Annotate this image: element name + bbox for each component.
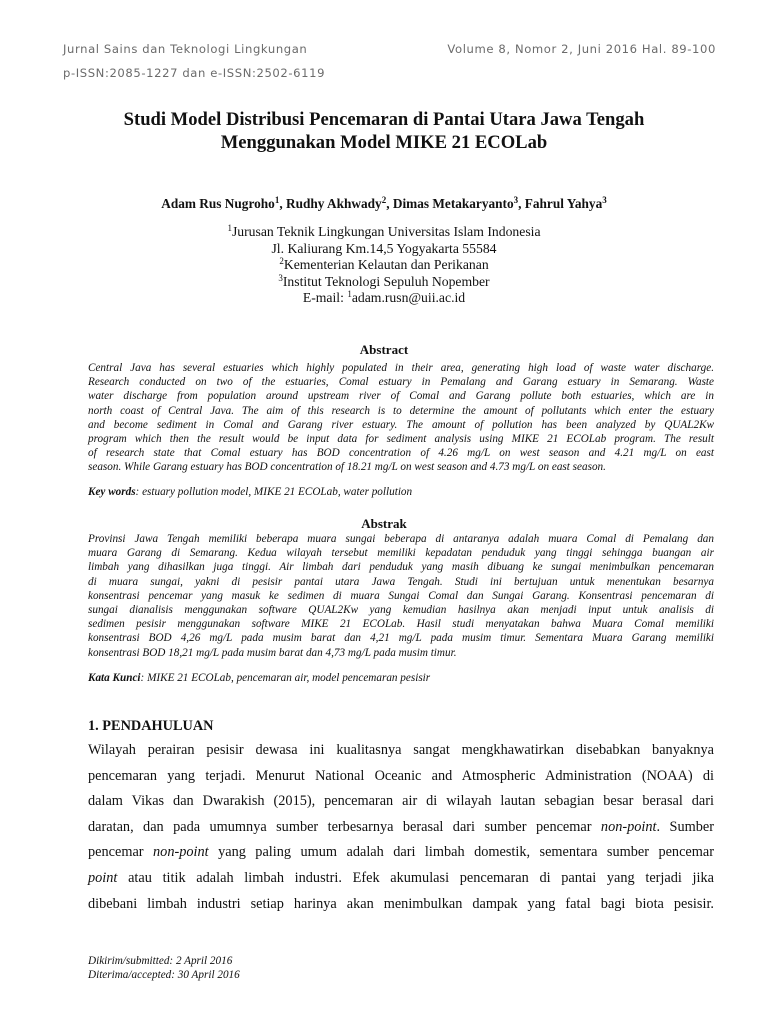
abstrak-text [88,532,714,660]
affiliation-3 [40,274,728,291]
abstract-text [88,361,714,475]
volume-info: Volume 8, Nomor 2, Juni 2016 Hal. 89-100 [447,42,716,56]
body-line: dalam Vikas dan Dwarakish (2015), pencemaran air di wilayah lautan sebagian besar berasal dari [88,793,714,810]
author-separator: , [279,196,286,211]
corresponding-email [40,290,728,307]
keywords-value: : estuary pollution model, MIKE 21 ECOLab, water pollution [135,486,413,498]
submission-dates [88,955,240,982]
email-address: adam.rusn@uii.ac.id [351,290,466,305]
body-line: Wilayah perairan pesisir dewasa ini kualitasnya sangat mengkhawatirkan disebabkan banyaknya [88,742,714,758]
abstrak-heading: Abstrak [361,516,407,531]
body-line [88,866,714,892]
kata-kunci-label: Kata Kunci [88,672,141,684]
abstract-line: north coast of Central Java. The aim of this research is to determine the amount of pollutants which enter the estuary [88,404,714,417]
abstract-line: Central Java has several estuaries which highly populated in their area, generating high load of waste water discharge. [88,362,714,374]
author-name: Fahrul Yahya [524,196,603,211]
body-line [88,840,714,866]
body-line: pencemaran yang terjadi. Menurut National Oceanic and Atmospheric Administration (NOAA) di [88,767,714,784]
affiliation-sup: 3 [278,272,283,283]
keywords-label: Key words [88,486,136,498]
affiliation-sup: 2 [279,256,284,266]
abstract-line: program which then the result would be input data for sediment analysis using MIKE 21 ECOLab program. The result [88,433,714,446]
affiliation-1 [40,224,728,241]
abstrak-line: konsentrasi BOD 4,26 mg/L pada musim barat dan 4,21 mg/L pada musim timur. Sementara Muara Garang memiliki [88,632,714,645]
abstrak-line: konsentrasi pencemar yang masuk ke sedimen di muara Sungai Comal dan Sungai Garang. Konsentrasi pencemaran di [88,589,714,602]
author-name: Adam Rus Nugroho [161,196,275,211]
section-heading: 1. PENDAHULUAN [88,718,214,734]
abstract-line: and become sediment in Comal and Garang river estuary. The amount of pollution has been analyzed by QUAL2Kw [88,418,714,431]
body-italic-term: non-point [153,844,209,861]
body-text: . Sumber [656,818,714,835]
journal-name: Jurnal Sains dan Teknologi Lingkungan [63,42,308,56]
email-sup: 1 [347,289,352,299]
abstrak-line: Provinsi Jawa Tengah memiliki beberapa muara sungai beberapa di antaranya adalah muara Comal di Pemalang dan [88,533,714,545]
author-affiliation-sup: 1 [274,195,280,205]
abstract-line: Research conducted on two of the estuaries, Comal estuary in Pemalang and Garang estuary in Semarang. Waste [88,376,714,389]
abstract-heading: Abstract [359,342,409,357]
submitted-date: Dikirim/submitted: 2 April 2016 [88,955,233,967]
kata-kunci-value: : MIKE 21 ECOLab, pencemaran air, model pencemaran pesisir [140,672,431,684]
body-line: dibebani limbah industri setiap harinya akan menimbulkan dampak yang fatal bagi biota pesisir. [88,895,714,912]
abstract-line: of research state that Comal estuary has BOD concentration of 4.26 mg/L on west season and 4.21 mg/L on east [88,447,714,460]
kata-kunci [88,672,728,684]
accepted-date: Diterima/accepted: 30 April 2016 [88,968,240,981]
body-italic-term: non-point [600,818,657,835]
body-text: daratan, dan pada umumnya sumber terbesarnya berasal dari sumber pencemar [88,818,601,835]
abstract-line: season. While Garang estuary has BOD concentration of 18.21 mg/L on west season and 4.73 mg/L on east season. [88,461,606,474]
affiliation-1-address: Jl. Kaliurang Km.14,5 Yogyakarta 55584 [271,240,497,256]
author-affiliation-sup: 3 [513,195,519,205]
abstrak-line: konsentrasi BOD 18,21 mg/L pada musim barat dan 4,73 mg/L pada musim timur. [88,646,457,659]
body-text: atau titik adalah limbah industri. Efek akumulasi pencemaran di pantai yang terjadi jika [117,869,714,886]
affiliation-text: Kementerian Kelautan dan Perikanan [283,257,489,272]
title-line-1: Studi Model Distribusi Pencemaran di Pantai Utara Jawa Tengah [123,109,645,130]
abstrak-line: di muara sungai, yakni di pesisir pantai utara Jawa Tengah. Studi ini bertujuan untuk menentukan besarnya [88,575,714,588]
paper-title [60,108,708,154]
author-list [40,196,728,212]
abstrak-line: limbah yang dihasilkan juga tinggi. Air limbah dari penduduk yang masih dibuang ke sungai menimbulkan pencemaran [88,561,714,574]
abstract-line: water discharge from population around upstream river of Comal and Garang pollute both estuaries, which are in [88,390,714,403]
author-separator: , [518,196,525,211]
affiliations [40,224,728,307]
author-separator: , [386,196,393,211]
author-affiliation-sup: 3 [602,195,607,205]
author-affiliation-sup: 2 [381,195,387,205]
affiliation-text: Institut Teknologi Sepuluh Nopember [282,273,490,289]
body-text: yang paling umum adalah dari limbah domestik, sementara sumber pencemar [208,844,714,861]
email-label: E-mail: [302,290,348,305]
affiliation-text: Jurusan Teknik Lingkungan Universitas Islam Indonesia [231,224,541,239]
abstrak-line: sungai dianalisis menggunakan software QUAL2Kw yang kemudian hasilnya akan menjadi input untuk analisis di [88,604,714,617]
title-line-2: Menggunakan Model MIKE 21 ECOLab [220,132,548,153]
author-name: Rudhy Akhwady [285,196,382,211]
affiliation-2 [40,257,728,274]
author-name: Dimas Metakaryanto [392,196,514,211]
body-line [88,815,714,841]
abstrak-line: muara Garang di Semarang. Kedua wilayah tersebut memiliki kepadatan penduduk yang tinggi sehingga buangan air [88,547,714,560]
body-text: pencemar [88,844,154,861]
abstrak-line: sedimen pesisir menggunakan software MIKE 21 ECOLab. Hasil studi menyatakan bahwa Muara Comal memiliki [88,618,714,631]
body-italic-term: point [88,869,118,886]
issn-info: p-ISSN:2085-1227 dan e-ISSN:2502-6119 [63,66,326,80]
keywords [88,486,728,498]
section-body [88,738,714,917]
affiliation-sup: 1 [227,223,232,233]
